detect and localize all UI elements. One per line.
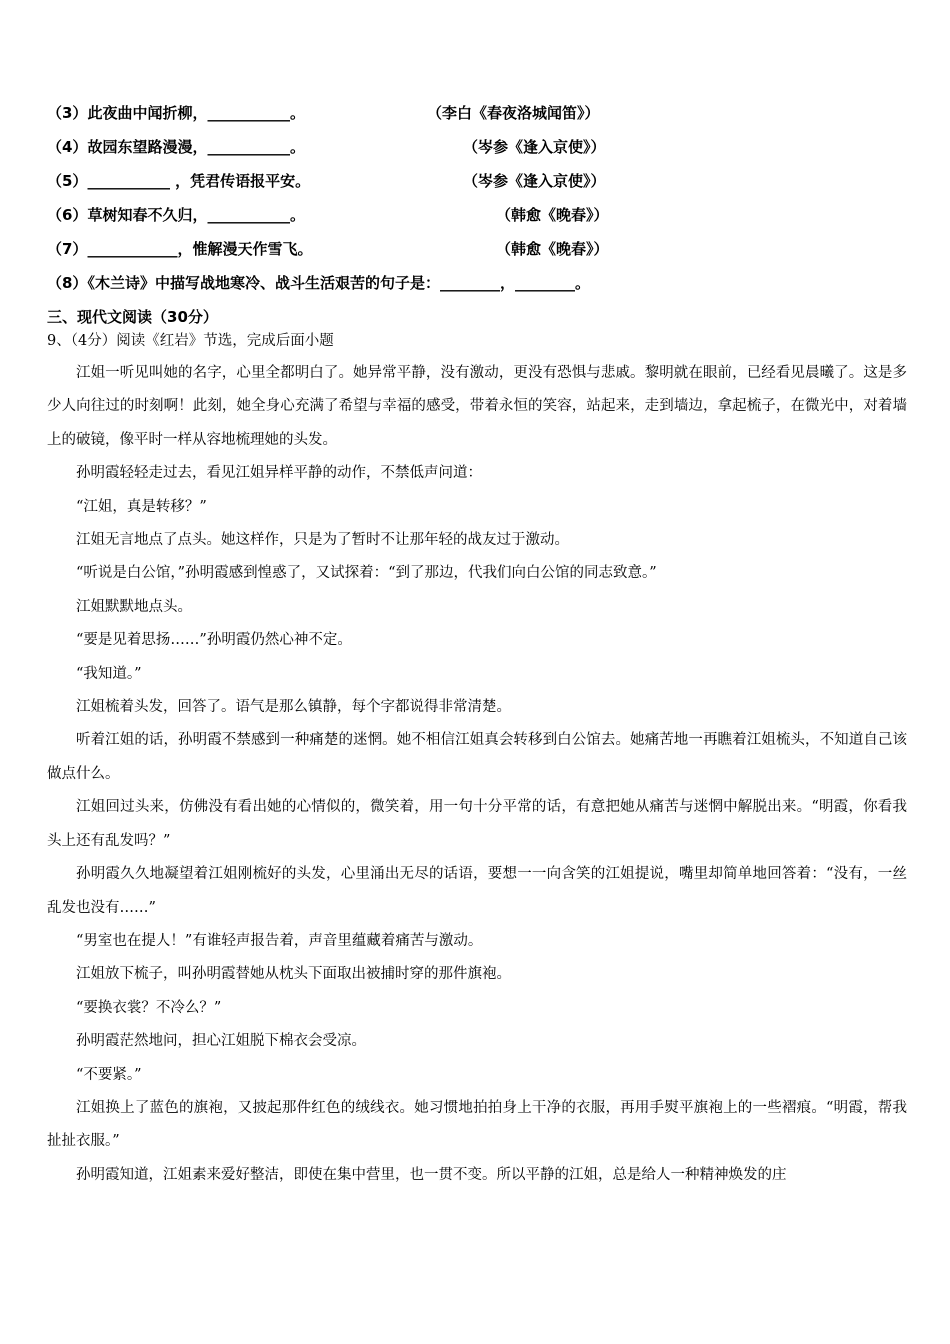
item-number: （4） bbox=[47, 138, 88, 156]
passage-paragraph: “我知道。” bbox=[76, 665, 142, 682]
reading-passage bbox=[47, 357, 907, 1192]
section-title: 三、现代文阅读（30分） bbox=[47, 308, 218, 326]
passage-paragraph: 江姐梳着头发，回答了。语气是那么镇静，每个字都说得非常清楚。 bbox=[76, 699, 511, 716]
poem-item-3 bbox=[47, 101, 907, 125]
fill-in-line: ___________ ，凭君传语报平安。 bbox=[87, 172, 311, 190]
item-number: （5） bbox=[47, 172, 88, 190]
passage-paragraph: 江姐默默地点头。 bbox=[76, 598, 192, 615]
passage-paragraph: “听说是白公馆，”孙明霞感到惶惑了，又试探着：“到了那边，代我们向白公馆的同志致意。” bbox=[76, 565, 657, 582]
passage-paragraph: “江姐，真是转移？” bbox=[76, 498, 207, 515]
passage-paragraph: “不要紧。” bbox=[76, 1066, 142, 1083]
passage-paragraph: “男室也在提人！”有谁轻声报告着，声音里蕴藏着痛苦与激动。 bbox=[76, 932, 483, 949]
passage-paragraph: 江姐一听见叫她的名字，心里全都明白了。她异常平静，没有激动，更没有恐惧与悲戚。黎明就在眼前，已经看见晨曦了。这是多少人向往过的时刻啊！此刻，她全身心充满了希望与幸福的感受，带着永恒的笑容，站起来，走到墙边，拿起梳子，在微光中，对着墙上的破镜，像平时一样从容地梳理她的头发。 bbox=[47, 365, 907, 448]
passage-paragraph: 江姐回过头来，仿佛没有看出她的心情似的，微笑着，用一句十分平常的话，有意把她从痛苦与迷惘中解脱出来。“明霞，你看我头上还有乱发吗？” bbox=[47, 799, 907, 849]
fill-in-line: 草树知春不久归，___________。 bbox=[87, 206, 305, 224]
passage-paragraph: 江姐无言地点了点头。她这样作，只是为了暂时不让那年轻的战友过于激动。 bbox=[76, 532, 569, 549]
poem-source: （岑参《逢入京使》） bbox=[463, 138, 606, 156]
question-heading: 9、（4分）阅读《红岩》节选，完成后面小题 bbox=[47, 333, 334, 349]
poem-item-4 bbox=[47, 135, 907, 159]
poem-source: （李白《春夜洛城闻笛》） bbox=[427, 104, 600, 122]
passage-paragraph: “要换衣裳？不冷么？” bbox=[76, 999, 222, 1016]
poem-item-5 bbox=[47, 169, 907, 193]
poem-source: （韩愈《晚春》） bbox=[496, 240, 609, 258]
item-number: （3） bbox=[47, 104, 88, 122]
passage-paragraph: “要是见着思扬……”孙明霞仍然心神不定。 bbox=[76, 632, 352, 649]
poem-item-8 bbox=[47, 271, 907, 295]
item-number: （8） bbox=[47, 274, 88, 292]
passage-paragraph: 孙明霞茫然地问，担心江姐脱下棉衣会受凉。 bbox=[76, 1033, 366, 1050]
poem-item-7 bbox=[47, 237, 907, 261]
passage-paragraph: 孙明霞轻轻走过去，看见江姐异样平静的动作，不禁低声问道： bbox=[76, 465, 482, 482]
passage-paragraph: 江姐换上了蓝色的旗袍，又披起那件红色的绒线衣。她习惯地拍拍身上干净的衣服，再用手熨平旗袍上的一些褶痕。“明霞，帮我扯扯衣服。” bbox=[47, 1099, 907, 1150]
poem-item-6 bbox=[47, 203, 907, 227]
fill-in-line: 《木兰诗》中描写战地寒冷、战斗生活艰苦的句子是：________，________。 bbox=[87, 274, 590, 292]
passage-paragraph: 听着江姐的话，孙明霞不禁感到一种痛楚的迷惘。她不相信江姐真会转移到白公馆去。她痛苦地一再瞧着江姐梳头，不知道自己该做点什么。 bbox=[47, 732, 907, 782]
fill-in-line: 故园东望路漫漫，___________。 bbox=[87, 138, 305, 156]
fill-in-line: ____________，惟解漫天作雪飞。 bbox=[87, 240, 313, 258]
passage-paragraph: 江姐放下梳子，叫孙明霞替她从枕头下面取出被捕时穿的那件旗袍。 bbox=[76, 966, 511, 983]
fill-in-line: 此夜曲中闻折柳，___________。 bbox=[87, 104, 305, 122]
item-number: （7） bbox=[47, 240, 88, 258]
item-number: （6） bbox=[47, 206, 88, 224]
poem-source: （韩愈《晚春》） bbox=[496, 206, 609, 224]
passage-paragraph: 孙明霞久久地凝望着江姐刚梳好的头发，心里涌出无尽的话语，要想一一向含笑的江姐提说，嘴里却简单地回答着：“没有，一丝乱发也没有……” bbox=[47, 866, 907, 916]
passage-paragraph: 孙明霞知道，江姐素来爱好整洁，即使在集中营里，也一贯不变。所以平静的江姐，总是给人一种精神焕发的庄 bbox=[76, 1166, 787, 1183]
poem-source: （岑参《逢入京使》） bbox=[463, 172, 606, 190]
